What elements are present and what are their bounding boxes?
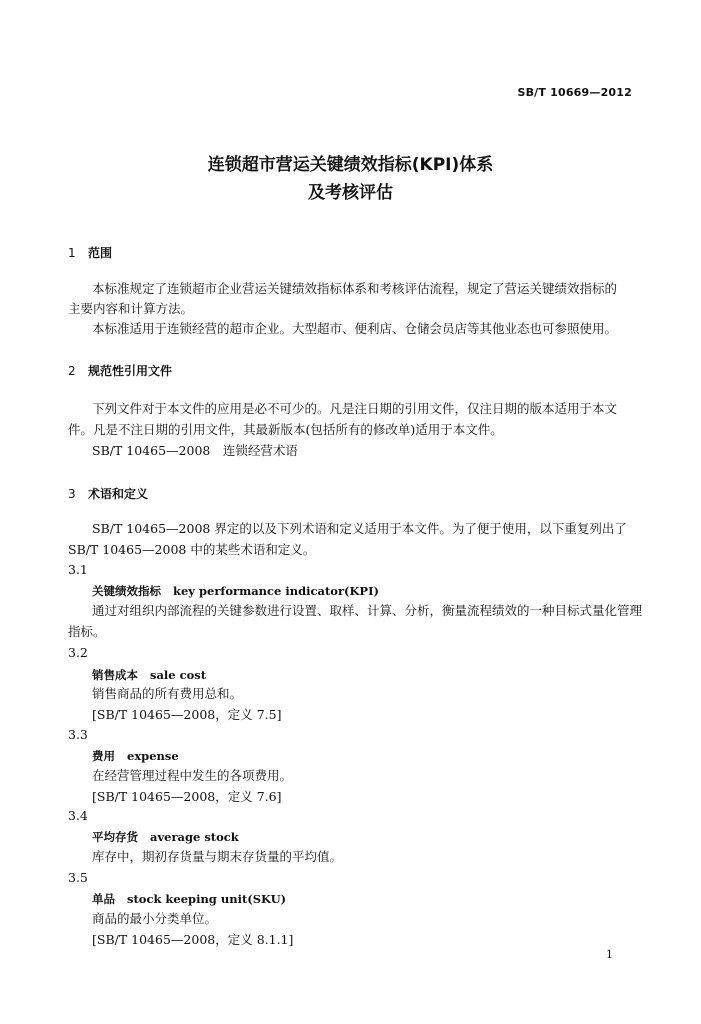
paragraph: 主要内容和计算方法。 bbox=[68, 301, 194, 316]
clause-number: 3.5 bbox=[68, 870, 88, 885]
definition: 商品的最小分类单位。 bbox=[92, 911, 218, 926]
term-cn: 关键绩效指标 bbox=[92, 584, 161, 598]
definition: 通过对组织内部流程的关键参数进行设置、取样、计算、分析，衡量流程绩效的一种目标式量化管理 bbox=[92, 603, 643, 618]
term-en: key performance indicator(KPI) bbox=[173, 584, 379, 598]
page-number: 1 bbox=[606, 948, 613, 961]
term-entry bbox=[92, 891, 286, 907]
normative-reference: SB/T 10465—2008 连锁经营术语 bbox=[92, 443, 298, 458]
term-cn: 平均存货 bbox=[92, 830, 138, 844]
section-1-heading bbox=[68, 244, 112, 261]
term-en: average stock bbox=[150, 830, 239, 844]
section-title: 术语和定义 bbox=[88, 487, 149, 501]
term-entry bbox=[92, 748, 179, 764]
source-reference: [SB/T 10465—2008，定义 7.5] bbox=[92, 707, 282, 722]
term-entry bbox=[92, 667, 206, 683]
definition: 库存中，期初存货量与期末存货量的平均值。 bbox=[92, 849, 343, 864]
definition: 销售商品的所有费用总和。 bbox=[92, 686, 243, 701]
document-title-line1: 连锁超市营运关键绩效指标(KPI)体系 bbox=[207, 155, 494, 175]
section-2-heading bbox=[68, 362, 172, 379]
section-number: 3 bbox=[68, 487, 76, 501]
term-cn: 费用 bbox=[92, 749, 115, 763]
document-title-line2: 及考核评估 bbox=[308, 183, 393, 203]
section-number: 1 bbox=[68, 246, 76, 260]
section-3-heading bbox=[68, 485, 148, 502]
clause-number: 3.3 bbox=[68, 727, 88, 742]
term-en: sale cost bbox=[150, 668, 207, 682]
definition: 指标。 bbox=[68, 624, 106, 639]
clause-number: 3.2 bbox=[68, 645, 88, 660]
clause-number: 3.1 bbox=[68, 562, 88, 577]
paragraph: 件。凡是不注日期的引用文件，其最新版本(包括所有的修改单)适用于本文件。 bbox=[68, 422, 503, 437]
source-reference: [SB/T 10465—2008，定义 8.1.1] bbox=[92, 932, 294, 947]
section-number: 2 bbox=[68, 364, 76, 378]
paragraph: 本标准适用于连锁经营的超市企业。大型超市、便利店、仓储会员店等其他业态也可参照使用。 bbox=[92, 321, 618, 336]
term-en: expense bbox=[127, 749, 179, 763]
paragraph: 本标准规定了连锁超市企业营运关键绩效指标体系和考核评估流程，规定了营运关键绩效指标的 bbox=[92, 281, 618, 296]
paragraph: 下列文件对于本文件的应用是必不可少的。凡是注日期的引用文件，仅注日期的版本适用于本文 bbox=[92, 401, 618, 416]
standard-number: SB/T 10669—2012 bbox=[517, 86, 632, 99]
term-entry bbox=[92, 829, 239, 845]
term-entry bbox=[92, 583, 379, 599]
source-reference: [SB/T 10465—2008，定义 7.6] bbox=[92, 789, 282, 804]
term-cn: 单品 bbox=[92, 892, 115, 906]
term-en: stock keeping unit(SKU) bbox=[127, 892, 287, 906]
term-cn: 销售成本 bbox=[92, 668, 138, 682]
clause-number: 3.4 bbox=[68, 808, 88, 823]
section-title: 规范性引用文件 bbox=[88, 364, 173, 378]
paragraph: SB/T 10465—2008 中的某些术语和定义。 bbox=[68, 542, 316, 557]
definition: 在经营管理过程中发生的各项费用。 bbox=[92, 768, 293, 783]
paragraph: SB/T 10465—2008 界定的以及下列术语和定义适用于本文件。为了便于使用，以下重复列出了 bbox=[92, 521, 627, 536]
section-title: 范围 bbox=[88, 246, 113, 260]
